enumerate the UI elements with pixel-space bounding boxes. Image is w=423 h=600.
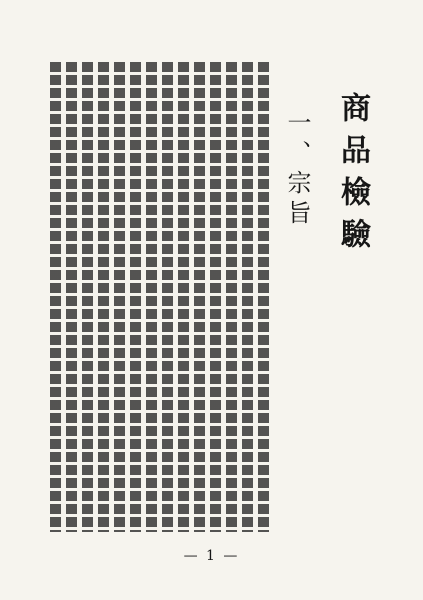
body-column (226, 62, 237, 532)
body-column (194, 62, 205, 532)
body-column (242, 62, 253, 532)
body-column (162, 62, 173, 532)
section-heading: 一、宗旨 (283, 110, 311, 230)
body-column (146, 62, 157, 532)
body-column (130, 62, 141, 532)
body-column (114, 62, 125, 532)
body-column (50, 62, 61, 532)
body-column (178, 62, 189, 532)
document-title: 商品檢驗 (335, 92, 370, 260)
body-column (82, 62, 93, 532)
body-column (66, 62, 77, 532)
body-column (258, 62, 269, 532)
body-column (98, 62, 109, 532)
body-column (210, 62, 221, 532)
body-text-columns (42, 62, 272, 532)
page-number: — 1 — (183, 548, 240, 564)
